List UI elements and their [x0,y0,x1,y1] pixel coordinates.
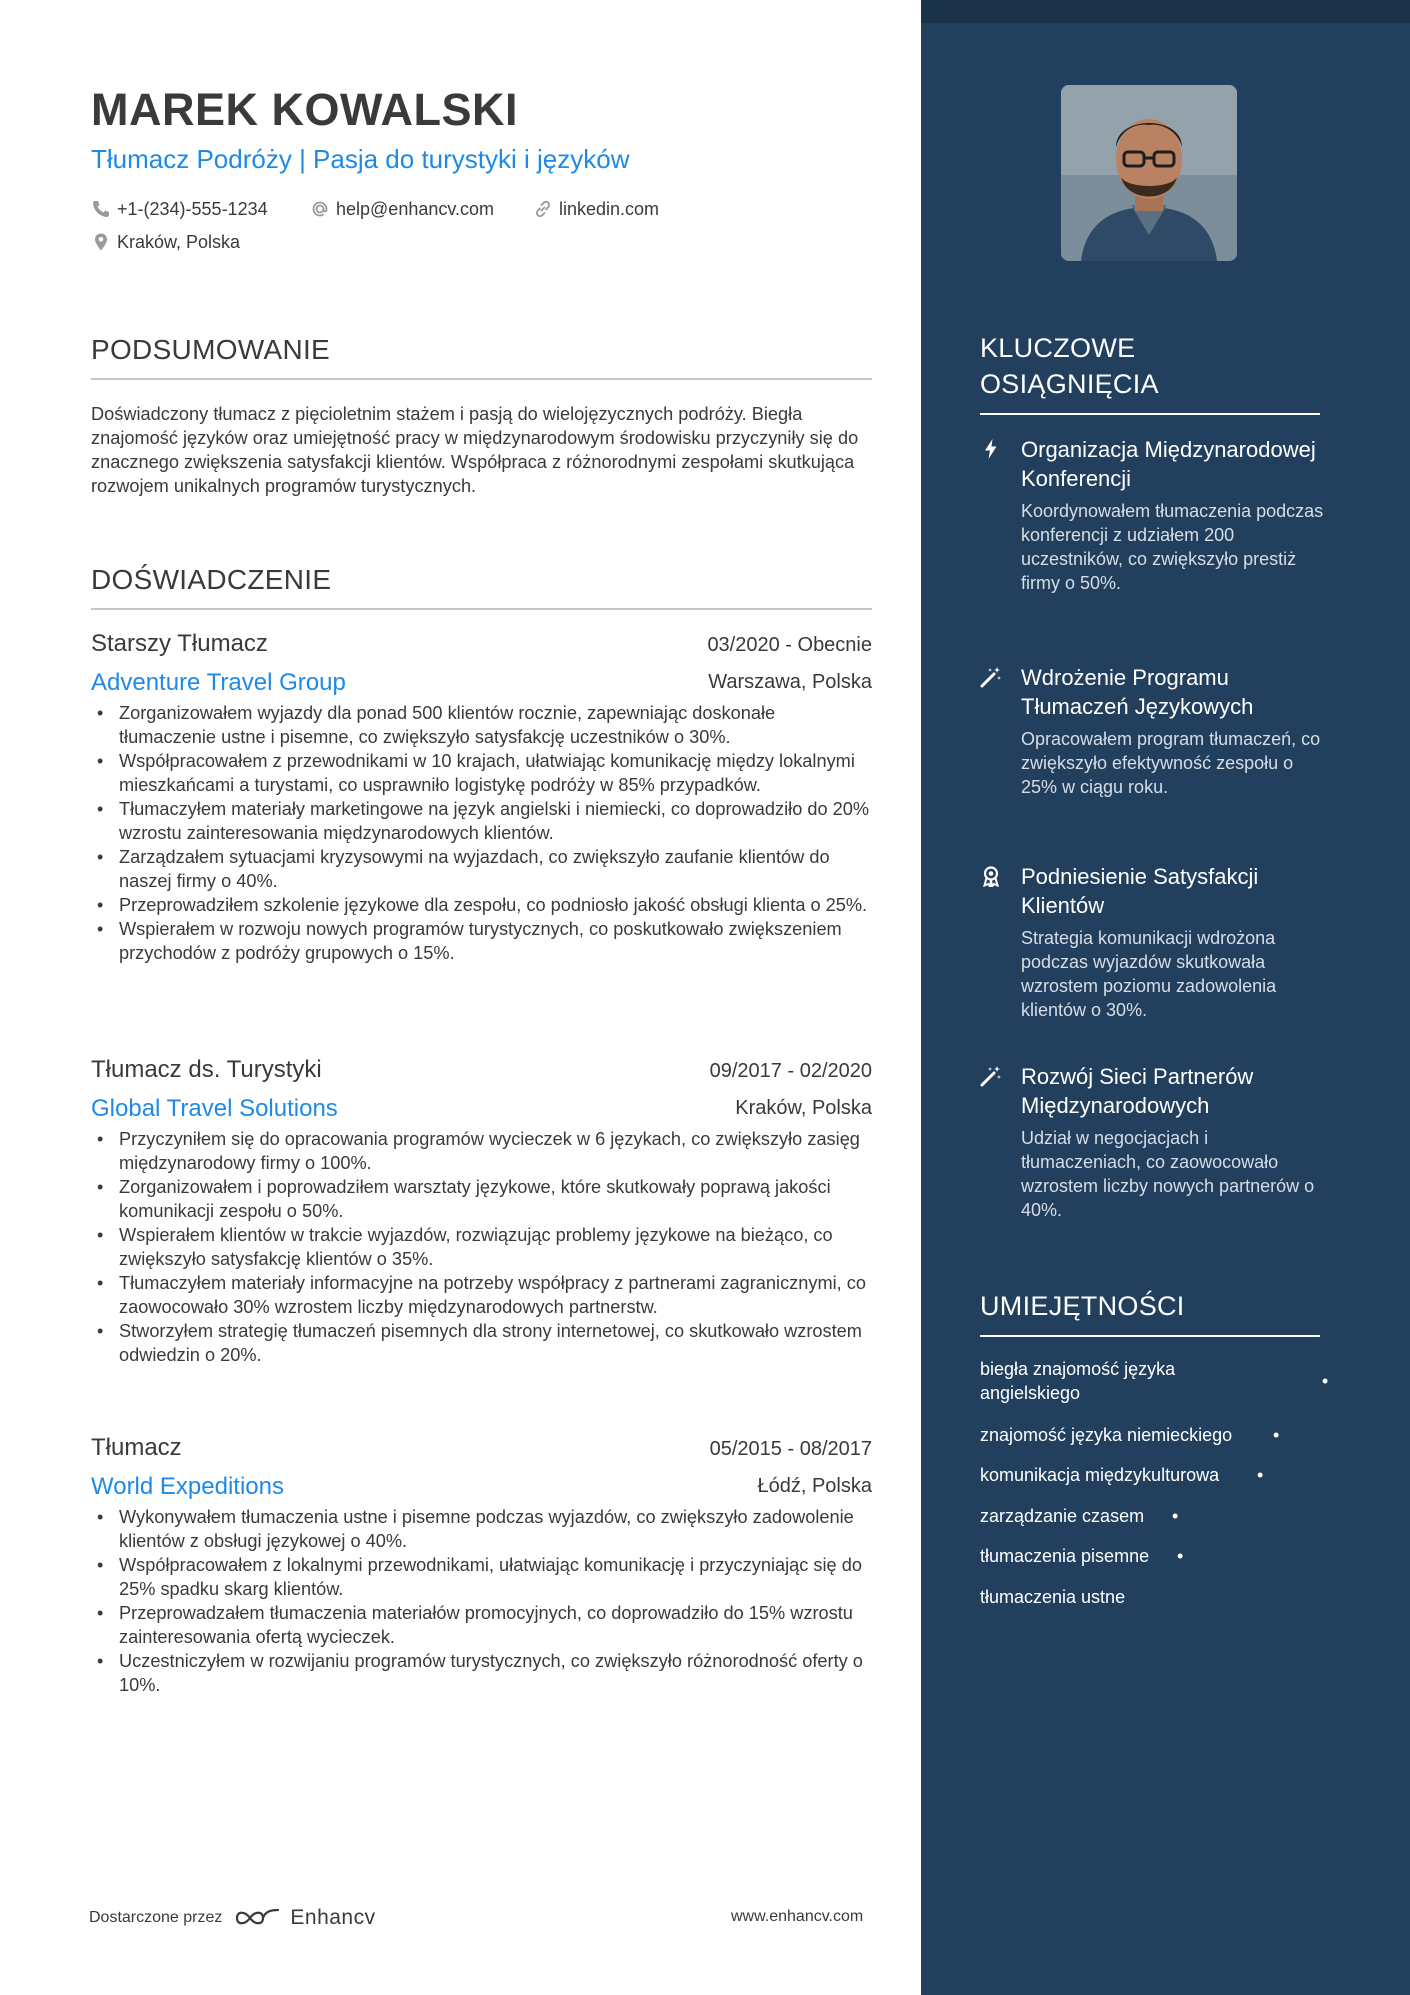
contact-linkedin[interactable] [533,197,659,221]
job-location: Warszawa, Polska [708,671,872,693]
location-text: Kraków, Polska [117,232,241,252]
experience-divider [91,608,872,610]
achievements-heading-line2: OSIĄGNIĘCIA [980,369,1159,399]
bullet-item: • Współpracowałem z przewodnikami w 10 krajach, ułatwiając komunikację między lokalnymi mieszkańcami a turystami, co usprawniło logistykę podróży w 85% przypadków. [91,749,872,797]
skill-item: zarządzanie czasem [980,1506,1145,1526]
footer-brand: Enhancv [290,1906,376,1929]
location-pin-icon [91,232,111,252]
experience-heading: DOŚWIADCZENIE [91,564,332,595]
candidate-headline: Tłumacz Podróży | Pasja do turystyki i języków [91,144,630,174]
bullet-item: • Przeprowadzałem tłumaczenia materiałów promocyjnych, co doprowadziło do 15% wzrostu zainteresowania ofertą wycieczek. [91,1601,872,1649]
job-bullets [91,1127,872,1367]
skill-item: tłumaczenia pisemne [980,1546,1150,1566]
bullet-item: • Tłumaczyłem materiały marketingowe na język angielski i niemiecki, co doprowadziło do 20% wzrostu zainteresowania międzynarodowych klientów. [91,797,872,845]
candidate-name: MAREK KOWALSKI [91,84,518,135]
bullet-item: • Przyczyniłem się do opracowania programów wycieczek w 6 językach, co zwiększyło zasięg międzynarodowy firmy o 100%. [91,1127,872,1175]
skill-item: komunikacja międzykulturowa [980,1465,1220,1485]
job-bullets [91,1505,872,1697]
achievement-title: Wdrożenie Programu Tłumaczeń Językowych [1021,665,1254,719]
job-title: Tłumacz [91,1434,182,1461]
bullet-item: • Przeprowadziłem szkolenie językowe dla zespołu, co podniosło jakość obsługi klienta o 25%. [91,893,872,917]
footer-label: Dostarczone przez [89,1909,223,1926]
enhancv-logo-icon [234,1906,282,1930]
job-dates: 03/2020 - Obecnie [707,634,872,656]
job-location: Łódź, Polska [757,1475,872,1497]
achievement-description: Strategia komunikacji wdrożona podczas wyjazdów skutkowała wzrostem poziomu zadowolenia klientów o 30%. [1021,928,1277,1020]
footer-url[interactable]: www.enhancv.com [731,1908,864,1925]
bullet-item: • Zarządzałem sytuacjami kryzysowymi na wyjazdach, co zwiększyło zaufanie klientów do naszej firmy o 40%. [91,845,872,893]
phone-icon [91,199,111,219]
skill-item: tłumaczenia ustne [980,1587,1126,1607]
job-title: Tłumacz ds. Turystyki [91,1056,322,1083]
achievement-title: Podniesienie Satysfakcji Klientów [1021,864,1259,918]
bullet-item: • Wykonywałem tłumaczenia ustne i pisemne podczas wyjazdów, co zwiększyło zadowolenie klientów z obsługi językowej o 40%. [91,1505,872,1553]
job-dates: 09/2017 - 02/2020 [709,1060,872,1082]
job-location: Kraków, Polska [735,1097,872,1119]
achievements-divider [980,413,1320,415]
summary-text: Doświadczony tłumacz z pięcioletnim stażem i pasją do wielojęzycznych podróży. Biegła znajomość języków oraz umiejętność pracy w międzynarodowym środowisku przyczyniły się do znacznego zwiększenia satysfakcji klientów. Współpraca z różnorodnymi zespołami skutkująca rozwojem unikalnych programów turystycznych. [91,404,859,496]
achievement-description: Udział w negocjacjach i tłumaczeniach, co zaowocowało wzrostem liczby nowych partnerów o 40%. [1021,1128,1315,1220]
bullet-item: • Zorganizowałem i poprowadziłem warsztaty językowe, które skutkowały poprawą jakości komunikacji zespołu o 50%. [91,1175,872,1223]
job-company[interactable]: World Expeditions [91,1473,284,1500]
job-bullets [91,701,872,965]
skill-separator: • [1257,1465,1264,1485]
job-title: Starszy Tłumacz [91,630,268,657]
achievements-heading-line1: KLUCZOWE [980,333,1136,363]
portrait-illustration [1061,85,1237,261]
skills-divider [980,1335,1320,1337]
achievement-item [980,1063,1325,1222]
skill-separator: • [1273,1425,1280,1445]
skill-separator: • [1322,1371,1329,1391]
achievement-description: Opracowałem program tłumaczeń, co zwiększyło efektywność zespołu o 25% w ciągu roku. [1021,729,1321,797]
achievement-description: Koordynowałem tłumaczenia podczas konferencji z udziałem 200 uczestników, co zwiększyło prestiż firmy o 50%. [1021,501,1324,593]
linkedin-text: linkedin.com [559,199,660,219]
contact-location [91,230,240,254]
footer-branding [89,1906,376,1930]
achievement-item [980,664,1325,799]
job-dates: 05/2015 - 08/2017 [709,1438,872,1460]
at-sign-icon [310,199,330,219]
bullet-item: • Stworzyłem strategię tłumaczeń pisemnych dla strony internetowej, co skutkowało wzrostem odwiedzin o 20%. [91,1319,872,1367]
bullet-item: • Zorganizowałem wyjazdy dla ponad 500 klientów rocznie, zapewniając doskonałe tłumaczenie ustne i pisemne, co zwiększyło satysfakcję uczestników o 30%. [91,701,872,749]
achievement-title: Rozwój Sieci Partnerów Międzynarodowych [1021,1064,1254,1118]
link-icon [533,199,553,219]
contact-phone[interactable] [91,197,268,221]
award-ribbon-icon [980,865,1002,887]
bullet-item: • Uczestniczyłem w rozwijaniu programów turystycznych, co zwiększyło różnorodność oferty o 10%. [91,1649,872,1697]
sidebar [921,0,1410,1995]
achievements-heading [980,330,1320,402]
lightning-icon [980,438,1002,460]
skill-separator: • [1177,1546,1184,1566]
phone-text: +1-(234)-555-1234 [117,199,268,219]
profile-photo [1061,85,1237,261]
skill-item: biegła znajomość języka angielskiego [980,1359,1176,1403]
magic-wand-icon [980,666,1002,688]
contact-email[interactable] [310,197,494,221]
job-company[interactable]: Global Travel Solutions [91,1095,338,1122]
skill-item: znajomość języka niemieckiego [980,1425,1233,1445]
bullet-item: • Tłumaczyłem materiały informacyjne na potrzeby współpracy z partnerami zagranicznymi, co zaowocowało 30% wzrostem liczby międzynarodowych partnerstw. [91,1271,872,1319]
experience-entry [91,628,872,965]
summary-heading: PODSUMOWANIE [91,334,331,365]
skills-heading: UMIEJĘTNOŚCI [980,1291,1185,1321]
skill-separator: • [1172,1506,1179,1526]
experience-entry [91,1054,872,1367]
experience-entry [91,1432,872,1697]
sidebar-top-bar [921,0,1410,23]
bullet-item: • Wspierałem w rozwoju nowych programów turystycznych, co poskutkowało zwiększeniem przychodów z podróży grupowych o 15%. [91,917,872,965]
magic-wand-icon [980,1065,1002,1087]
job-company[interactable]: Adventure Travel Group [91,669,346,696]
achievement-item [980,863,1325,1022]
email-text: help@enhancv.com [336,199,495,219]
summary-divider [91,378,872,380]
achievement-title: Organizacja Międzynarodowej Konferencji [1021,437,1316,491]
achievement-item [980,436,1325,595]
bullet-item: • Współpracowałem z lokalnymi przewodnikami, ułatwiając komunikację i przyczyniając się do 25% spadku skarg klientów. [91,1553,872,1601]
bullet-item: • Wspierałem klientów w trakcie wyjazdów, rozwiązując problemy językowe na bieżąco, co zwiększyło satysfakcję klientów o 35%. [91,1223,872,1271]
